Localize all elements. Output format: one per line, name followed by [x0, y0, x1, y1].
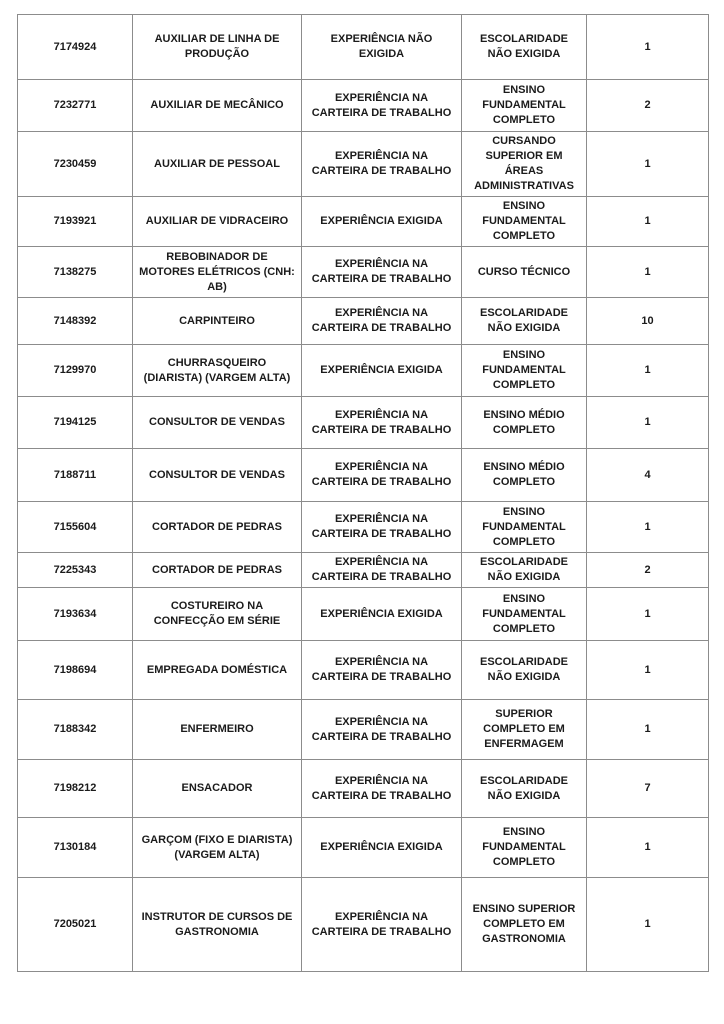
vacancy-code-cell: 7193634: [18, 588, 133, 641]
vacancy-code-cell: 7148392: [18, 298, 133, 345]
vacancy-quantity-cell: 1: [587, 700, 709, 760]
vacancy-quantity-cell: 1: [587, 878, 709, 972]
table-row: [18, 197, 709, 247]
education-requirement-cell: ESCOLARIDADE NÃO EXIGIDA: [462, 760, 587, 818]
table-row: [18, 700, 709, 760]
vacancy-code-cell: 7194125: [18, 397, 133, 449]
vacancy-code-cell: 7193921: [18, 197, 133, 247]
experience-requirement-cell: EXPERIÊNCIA NA CARTEIRA DE TRABALHO: [302, 449, 462, 502]
vacancy-code-cell: 7188711: [18, 449, 133, 502]
table-row: [18, 397, 709, 449]
education-requirement-cell: ENSINO MÉDIO COMPLETO: [462, 449, 587, 502]
occupation-cell: CONSULTOR DE VENDAS: [133, 449, 302, 502]
occupation-cell: INSTRUTOR DE CURSOS DE GASTRONOMIA: [133, 878, 302, 972]
occupation-cell: CORTADOR DE PEDRAS: [133, 553, 302, 588]
experience-requirement-cell: EXPERIÊNCIA NA CARTEIRA DE TRABALHO: [302, 641, 462, 700]
education-requirement-cell: ENSINO FUNDAMENTAL COMPLETO: [462, 588, 587, 641]
vacancies-table: [17, 14, 709, 972]
vacancy-quantity-cell: 1: [587, 588, 709, 641]
vacancy-quantity-cell: 1: [587, 345, 709, 397]
table-row: [18, 298, 709, 345]
vacancy-quantity-cell: 1: [587, 247, 709, 298]
experience-requirement-cell: EXPERIÊNCIA EXIGIDA: [302, 588, 462, 641]
vacancy-code-cell: 7225343: [18, 553, 133, 588]
vacancy-quantity-cell: 1: [587, 132, 709, 197]
occupation-cell: CARPINTEIRO: [133, 298, 302, 345]
education-requirement-cell: ESCOLARIDADE NÃO EXIGIDA: [462, 15, 587, 80]
experience-requirement-cell: EXPERIÊNCIA NÃO EXIGIDA: [302, 15, 462, 80]
experience-requirement-cell: EXPERIÊNCIA NA CARTEIRA DE TRABALHO: [302, 132, 462, 197]
table-row: [18, 502, 709, 553]
education-requirement-cell: SUPERIOR COMPLETO EM ENFERMAGEM: [462, 700, 587, 760]
occupation-cell: CONSULTOR DE VENDAS: [133, 397, 302, 449]
vacancy-code-cell: 7174924: [18, 15, 133, 80]
experience-requirement-cell: EXPERIÊNCIA NA CARTEIRA DE TRABALHO: [302, 502, 462, 553]
vacancy-code-cell: 7129970: [18, 345, 133, 397]
vacancy-quantity-cell: 2: [587, 553, 709, 588]
table-row: [18, 247, 709, 298]
vacancy-quantity-cell: 4: [587, 449, 709, 502]
vacancy-quantity-cell: 1: [587, 197, 709, 247]
table-row: [18, 818, 709, 878]
vacancy-code-cell: 7130184: [18, 818, 133, 878]
vacancy-quantity-cell: 1: [587, 818, 709, 878]
vacancy-code-cell: 7138275: [18, 247, 133, 298]
vacancy-code-cell: 7198212: [18, 760, 133, 818]
vacancy-code-cell: 7198694: [18, 641, 133, 700]
education-requirement-cell: ESCOLARIDADE NÃO EXIGIDA: [462, 553, 587, 588]
vacancy-quantity-cell: 2: [587, 80, 709, 132]
table-row: [18, 345, 709, 397]
occupation-cell: AUXILIAR DE PESSOAL: [133, 132, 302, 197]
experience-requirement-cell: EXPERIÊNCIA NA CARTEIRA DE TRABALHO: [302, 80, 462, 132]
education-requirement-cell: ENSINO FUNDAMENTAL COMPLETO: [462, 502, 587, 553]
table-row: [18, 641, 709, 700]
table-row: [18, 553, 709, 588]
table-row: [18, 132, 709, 197]
education-requirement-cell: ENSINO FUNDAMENTAL COMPLETO: [462, 818, 587, 878]
vacancy-quantity-cell: 7: [587, 760, 709, 818]
experience-requirement-cell: EXPERIÊNCIA NA CARTEIRA DE TRABALHO: [302, 878, 462, 972]
table-row: [18, 588, 709, 641]
vacancy-code-cell: 7155604: [18, 502, 133, 553]
experience-requirement-cell: EXPERIÊNCIA NA CARTEIRA DE TRABALHO: [302, 298, 462, 345]
table-row: [18, 80, 709, 132]
experience-requirement-cell: EXPERIÊNCIA NA CARTEIRA DE TRABALHO: [302, 247, 462, 298]
education-requirement-cell: ESCOLARIDADE NÃO EXIGIDA: [462, 298, 587, 345]
vacancy-code-cell: 7232771: [18, 80, 133, 132]
experience-requirement-cell: EXPERIÊNCIA EXIGIDA: [302, 197, 462, 247]
occupation-cell: AUXILIAR DE MECÂNICO: [133, 80, 302, 132]
occupation-cell: AUXILIAR DE LINHA DE PRODUÇÃO: [133, 15, 302, 80]
education-requirement-cell: ENSINO MÉDIO COMPLETO: [462, 397, 587, 449]
occupation-cell: GARÇOM (FIXO E DIARISTA) (VARGEM ALTA): [133, 818, 302, 878]
occupation-cell: AUXILIAR DE VIDRACEIRO: [133, 197, 302, 247]
education-requirement-cell: ENSINO FUNDAMENTAL COMPLETO: [462, 197, 587, 247]
occupation-cell: COSTUREIRO NA CONFECÇÃO EM SÉRIE: [133, 588, 302, 641]
education-requirement-cell: ENSINO FUNDAMENTAL COMPLETO: [462, 345, 587, 397]
experience-requirement-cell: EXPERIÊNCIA NA CARTEIRA DE TRABALHO: [302, 553, 462, 588]
occupation-cell: CHURRASQUEIRO (DIARISTA) (VARGEM ALTA): [133, 345, 302, 397]
occupation-cell: EMPREGADA DOMÉSTICA: [133, 641, 302, 700]
occupation-cell: REBOBINADOR DE MOTORES ELÉTRICOS (CNH: AB): [133, 247, 302, 298]
education-requirement-cell: ENSINO SUPERIOR COMPLETO EM GASTRONOMIA: [462, 878, 587, 972]
vacancy-code-cell: 7188342: [18, 700, 133, 760]
vacancy-quantity-cell: 1: [587, 502, 709, 553]
vacancy-quantity-cell: 1: [587, 397, 709, 449]
table-row: [18, 15, 709, 80]
table-row: [18, 878, 709, 972]
education-requirement-cell: CURSO TÉCNICO: [462, 247, 587, 298]
occupation-cell: ENFERMEIRO: [133, 700, 302, 760]
occupation-cell: CORTADOR DE PEDRAS: [133, 502, 302, 553]
education-requirement-cell: CURSANDO SUPERIOR EM ÁREAS ADMINISTRATIVAS: [462, 132, 587, 197]
education-requirement-cell: ESCOLARIDADE NÃO EXIGIDA: [462, 641, 587, 700]
vacancy-code-cell: 7205021: [18, 878, 133, 972]
vacancy-quantity-cell: 1: [587, 641, 709, 700]
vacancy-code-cell: 7230459: [18, 132, 133, 197]
vacancies-table-body: [18, 15, 709, 972]
vacancy-quantity-cell: 10: [587, 298, 709, 345]
education-requirement-cell: ENSINO FUNDAMENTAL COMPLETO: [462, 80, 587, 132]
experience-requirement-cell: EXPERIÊNCIA NA CARTEIRA DE TRABALHO: [302, 397, 462, 449]
experience-requirement-cell: EXPERIÊNCIA NA CARTEIRA DE TRABALHO: [302, 760, 462, 818]
table-row: [18, 449, 709, 502]
vacancy-quantity-cell: 1: [587, 15, 709, 80]
experience-requirement-cell: EXPERIÊNCIA NA CARTEIRA DE TRABALHO: [302, 700, 462, 760]
table-row: [18, 760, 709, 818]
experience-requirement-cell: EXPERIÊNCIA EXIGIDA: [302, 345, 462, 397]
experience-requirement-cell: EXPERIÊNCIA EXIGIDA: [302, 818, 462, 878]
occupation-cell: ENSACADOR: [133, 760, 302, 818]
